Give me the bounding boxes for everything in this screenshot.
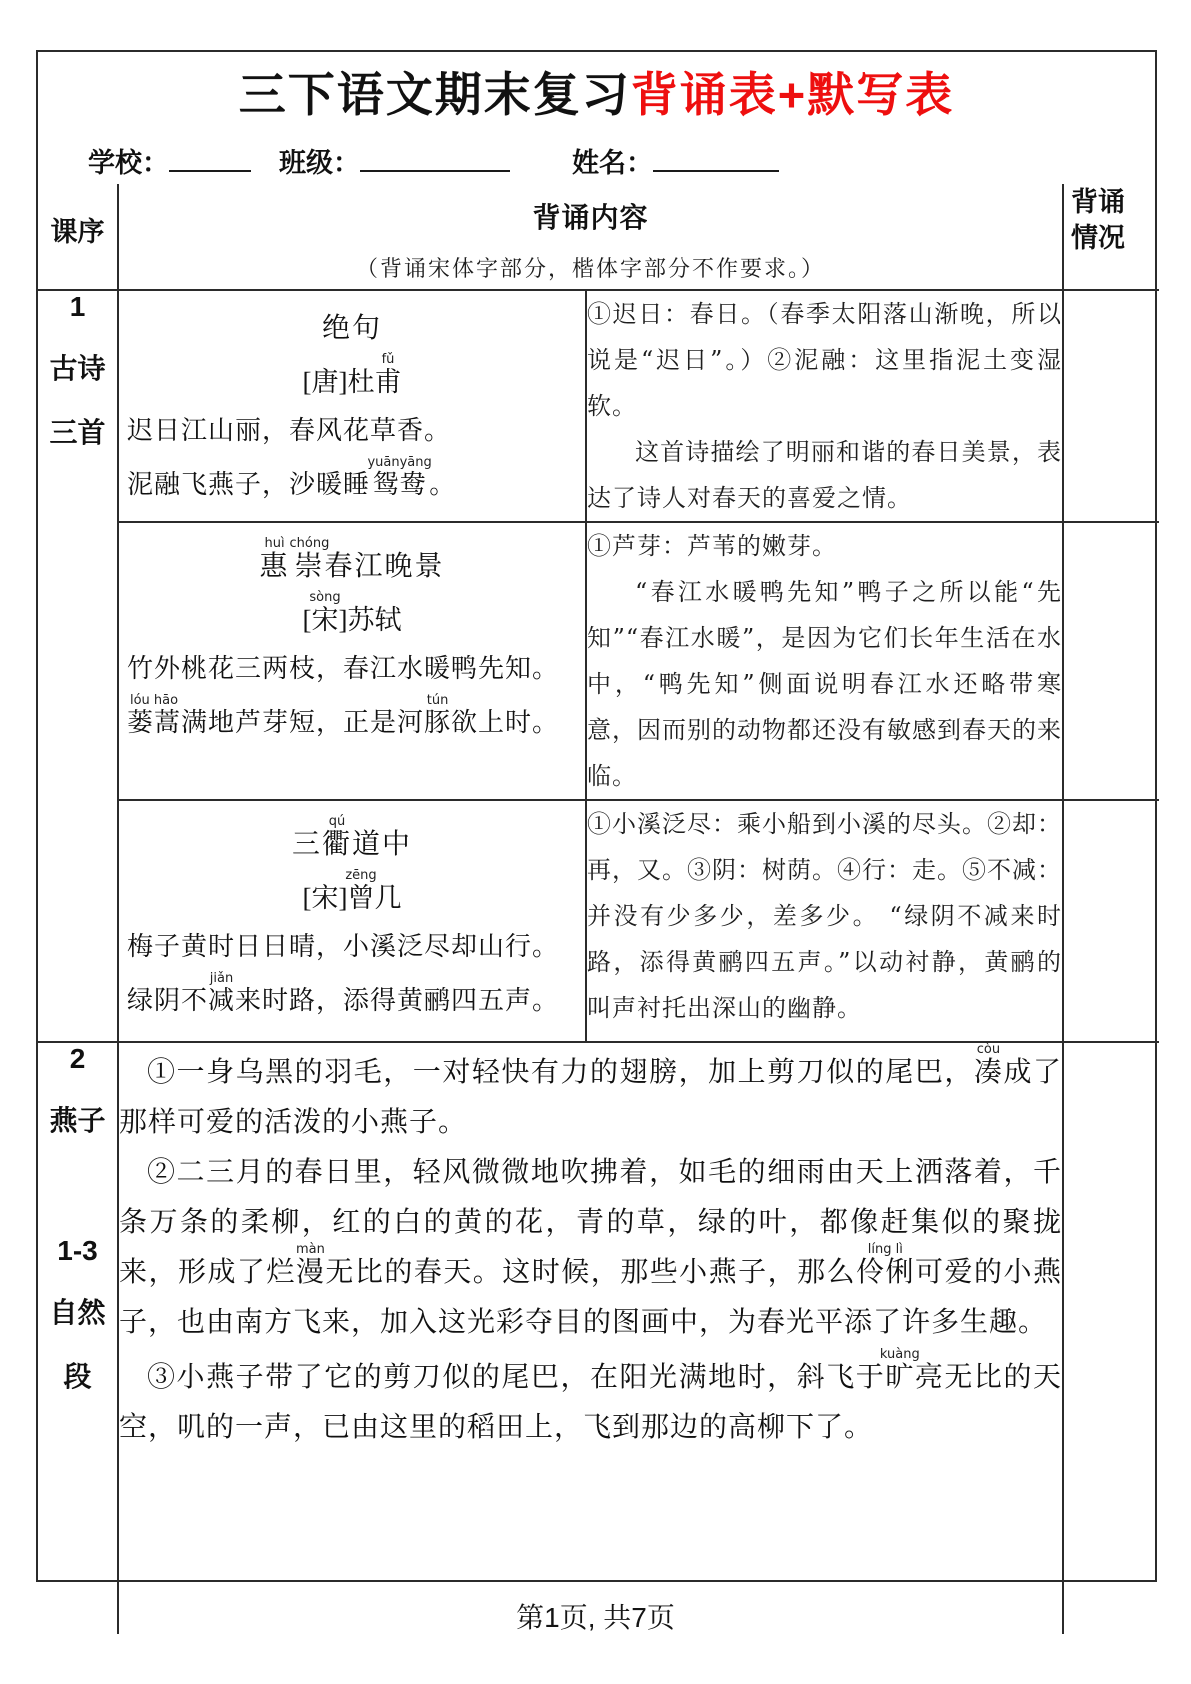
- poem3-note-1: ①小溪泛尽：乘小船到小溪的尽头。②却：再，又。③阴：树荫。④行：走。⑤不减：并没有少多少，差多少。 “绿阴不减来时路，添得黄鹂四五声。”以动衬静，黄鹂的叫声衬托出深山的幽静。: [587, 810, 1063, 1022]
- header-lesson-label: 课序: [50, 217, 105, 247]
- poem2-cell: [118, 522, 586, 800]
- header-content-label: 背诵内容: [532, 202, 649, 233]
- poem1-status-cell: [1063, 290, 1159, 522]
- school-label: 学校：: [88, 147, 169, 178]
- lesson2-range: 1-3: [57, 1235, 98, 1266]
- poem1-note-1: ①迟日：春日。（春季太阳落山渐晚，所以说是“迟日”。）②泥融：这里指泥土变湿软。: [587, 300, 1063, 420]
- school-blank-field: [169, 142, 251, 172]
- poem3-status-cell: [1063, 800, 1159, 1042]
- poem1-author: [唐]杜甫fǔ: [302, 352, 402, 397]
- table-header-row: [38, 184, 1159, 290]
- essay-paragraph-3: ③小燕子带了它的剪刀似的尾巴，在阳光满地时，斜飞于旷kuàng亮无比的天空，叽的一声，已由这里的稻田上，飞到那边的高柳下了。: [119, 1347, 1062, 1443]
- lesson2-content-cell: [118, 1042, 1063, 1634]
- page-number: 第1页, 共7页: [516, 1602, 675, 1633]
- poem3-author: [宋]曾zēng几: [302, 868, 402, 913]
- header-status-col: [1063, 184, 1159, 290]
- poem1-title: 绝句: [321, 313, 382, 344]
- poem2-note-2: “春江水暖鸭先知”鸭子之所以能“先知”“春江水暖”，是因为它们长年生活在水中，“鸭先知”侧面说明春江水还略带寒意，因而别的动物都还没有敏感到春天的来临。: [587, 578, 1063, 790]
- lesson2-range-name2: 段: [63, 1362, 92, 1393]
- page-title-black: 三下语文期末复习: [238, 68, 631, 121]
- poem3-line1: 梅子黄时日日晴，小溪泛尽却山行。: [127, 932, 560, 961]
- poem3-cell: [118, 800, 586, 1042]
- poem3-line2: 绿阴不减jiǎn来时路，添得黄鹂四五声。: [127, 971, 560, 1015]
- name-blank-field: [653, 142, 779, 172]
- page-title-red: 背诵表+默写表: [630, 68, 955, 121]
- lesson1-name-line2: 三首: [49, 418, 106, 449]
- lesson2-cell: [38, 1042, 118, 1634]
- recitation-table: [38, 184, 1159, 1634]
- document-frame: [36, 50, 1157, 1582]
- table-row: [38, 1042, 1159, 1634]
- essay-paragraph-1: ①一身乌黑的羽毛，一对轻快有力的翅膀，加上剪刀似的尾巴，凑còu成了那样可爱的活泼的小燕子。: [119, 1042, 1063, 1138]
- name-label: 姓名：: [572, 147, 653, 178]
- lesson2-number: 2: [69, 1043, 86, 1074]
- poem3-title: 三衢qú道中: [291, 814, 413, 860]
- lesson2-status-cell: [1063, 1042, 1159, 1634]
- poem2-line2: 蒌蒿lóu hāo满地芦芽短，正是河豚tún欲上时。: [127, 693, 560, 737]
- poem1-cell: [118, 290, 586, 522]
- header-lesson-col: [38, 184, 118, 290]
- poem1-note-2: 这首诗描绘了明丽和谐的春日美景，表达了诗人对春天的喜爱之情。: [587, 438, 1063, 512]
- header-content-note: （背诵宋体字部分，楷体字部分不作要求。）: [356, 256, 826, 281]
- poem2-title: 惠huì崇chóng春江晚景: [259, 536, 445, 582]
- poem2-line1: 竹外桃花三两枝，春江水暖鸭先知。: [127, 654, 560, 683]
- poem2-note-1: ①芦芽：芦苇的嫩芽。: [587, 532, 837, 560]
- lesson1-number: 1: [69, 291, 86, 322]
- header-content-col: [118, 184, 1063, 290]
- header-status-label-line1: 背诵: [1071, 187, 1126, 217]
- table-row: [38, 290, 1159, 522]
- class-label: 班级：: [279, 147, 360, 178]
- table-row: [38, 522, 1159, 800]
- poem1-line2: 泥融飞燕子，沙暖睡鸳鸯yuānyāng。: [127, 455, 457, 499]
- poem3-annotation-cell: [586, 800, 1063, 1042]
- lesson2-name: 燕子: [49, 1106, 106, 1137]
- table-row: [38, 800, 1159, 1042]
- poem1-line1: 迟日江山丽，春风花草香。: [127, 416, 452, 445]
- poem2-annotation-cell: [586, 522, 1063, 800]
- essay-paragraph-2: ②二三月的春日里，轻风微微地吹拂着，如毛的细雨由天上洒落着，千条万条的柔柳，红的白的黄的花，青的草，绿的叶，都像赶集似的聚拢来，形成了烂漫màn无比的春天。这时候，那些小燕子，那么伶俐líng lì可爱的小燕子，也由南方飞来，加入这光彩夺目的图画中，为春光平添了许多生趣。: [119, 1157, 1063, 1338]
- header-status-label-line2: 情况: [1071, 223, 1126, 253]
- class-blank-field: [360, 142, 510, 172]
- lesson2-range-name1: 自然: [49, 1298, 106, 1329]
- lesson1-name-line1: 古诗: [49, 354, 106, 385]
- info-line: [38, 141, 1155, 183]
- page-title: [38, 66, 1155, 125]
- lesson1-cell: [38, 290, 118, 1042]
- poem2-author: [宋sòng]苏轼: [302, 590, 402, 635]
- poem2-status-cell: [1063, 522, 1159, 800]
- poem1-annotation-cell: [586, 290, 1063, 522]
